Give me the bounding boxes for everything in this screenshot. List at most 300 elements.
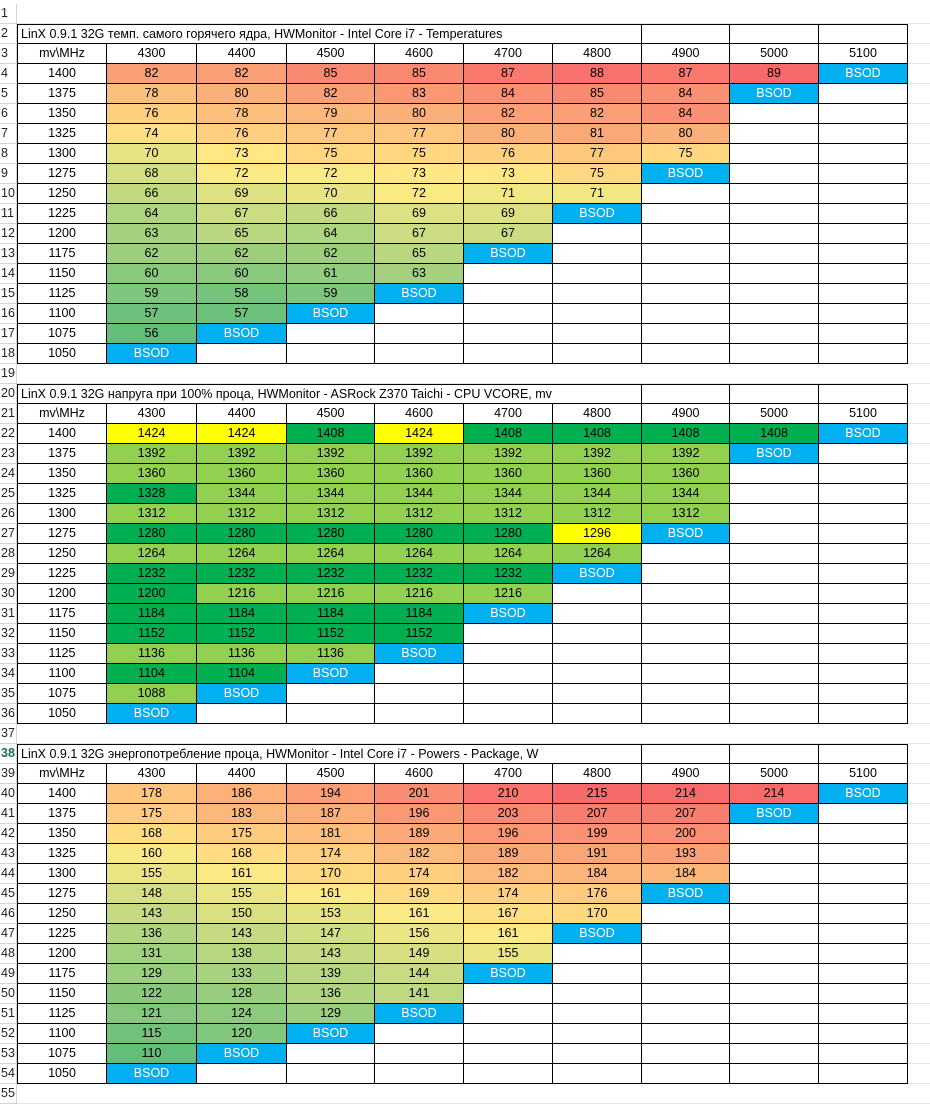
value-cell[interactable]: 1392 (642, 444, 730, 464)
row-header[interactable]: 5 (0, 84, 17, 104)
value-cell[interactable]: 82 (197, 64, 287, 84)
value-cell[interactable]: 207 (553, 804, 642, 824)
value-cell[interactable]: 82 (464, 104, 553, 124)
empty-cell[interactable] (819, 904, 908, 924)
value-cell[interactable]: 1312 (197, 504, 287, 524)
empty-cell[interactable] (464, 1064, 553, 1084)
value-cell[interactable]: 194 (287, 784, 375, 804)
value-cell[interactable]: 143 (197, 924, 287, 944)
value-cell[interactable]: 147 (287, 924, 375, 944)
bsod-cell[interactable]: BSOD (553, 204, 642, 224)
row-header-mv[interactable]: 1200 (17, 944, 107, 964)
empty-cell[interactable] (819, 644, 908, 664)
empty-cell[interactable] (642, 1044, 730, 1064)
row-header-mv[interactable]: 1350 (17, 104, 107, 124)
value-cell[interactable]: 67 (375, 224, 464, 244)
row-header[interactable]: 49 (0, 964, 17, 984)
value-cell[interactable]: 191 (553, 844, 642, 864)
value-cell[interactable]: 69 (197, 184, 287, 204)
corner-label[interactable]: mv\MHz (17, 404, 107, 424)
empty-cell[interactable] (819, 84, 908, 104)
value-cell[interactable]: 1232 (464, 564, 553, 584)
value-cell[interactable]: 69 (375, 204, 464, 224)
empty-cell[interactable] (730, 944, 819, 964)
value-cell[interactable]: 160 (107, 844, 197, 864)
value-cell[interactable]: 1344 (197, 484, 287, 504)
value-cell[interactable]: 87 (464, 64, 553, 84)
column-header-mhz[interactable]: 5000 (730, 764, 819, 784)
corner-label[interactable]: mv\MHz (17, 764, 107, 784)
empty-cell[interactable] (730, 644, 819, 664)
empty-cell[interactable] (375, 1064, 464, 1084)
bsod-cell[interactable]: BSOD (197, 684, 287, 704)
empty-cell[interactable] (730, 144, 819, 164)
value-cell[interactable]: 62 (197, 244, 287, 264)
empty-cell[interactable] (642, 324, 730, 344)
column-header-mhz[interactable]: 4700 (464, 404, 553, 424)
value-cell[interactable]: 133 (197, 964, 287, 984)
bsod-cell[interactable]: BSOD (642, 164, 730, 184)
value-cell[interactable]: 193 (642, 844, 730, 864)
column-header-mhz[interactable]: 4500 (287, 44, 375, 64)
row-header[interactable]: 55 (0, 1084, 17, 1104)
empty-cell[interactable] (464, 264, 553, 284)
empty-cell[interactable] (730, 164, 819, 184)
row-header[interactable]: 13 (0, 244, 17, 264)
value-cell[interactable]: 139 (287, 964, 375, 984)
empty-cell[interactable] (464, 1044, 553, 1064)
empty-cell[interactable] (553, 324, 642, 344)
row-header[interactable]: 27 (0, 524, 17, 544)
empty-cell[interactable] (464, 1004, 553, 1024)
empty-cell[interactable] (730, 564, 819, 584)
value-cell[interactable]: 181 (287, 824, 375, 844)
empty-cell[interactable] (819, 164, 908, 184)
row-header[interactable]: 47 (0, 924, 17, 944)
value-cell[interactable]: 76 (107, 104, 197, 124)
value-cell[interactable]: 168 (197, 844, 287, 864)
row-header-mv[interactable]: 1225 (17, 564, 107, 584)
value-cell[interactable]: 156 (375, 924, 464, 944)
empty-cell[interactable] (642, 1024, 730, 1044)
empty-cell[interactable] (553, 944, 642, 964)
bsod-cell[interactable]: BSOD (642, 524, 730, 544)
empty-cell[interactable] (819, 544, 908, 564)
value-cell[interactable]: 65 (375, 244, 464, 264)
empty-cell[interactable] (642, 924, 730, 944)
row-header[interactable]: 32 (0, 624, 17, 644)
row-header[interactable]: 31 (0, 604, 17, 624)
value-cell[interactable]: 148 (107, 884, 197, 904)
value-cell[interactable]: 167 (464, 904, 553, 924)
value-cell[interactable]: 1424 (107, 424, 197, 444)
value-cell[interactable]: 66 (287, 204, 375, 224)
row-header-mv[interactable]: 1175 (17, 244, 107, 264)
empty-cell[interactable] (730, 504, 819, 524)
value-cell[interactable]: 201 (375, 784, 464, 804)
value-cell[interactable]: 184 (642, 864, 730, 884)
empty-cell[interactable] (553, 584, 642, 604)
value-cell[interactable]: 62 (107, 244, 197, 264)
empty-cell[interactable] (730, 744, 819, 764)
value-cell[interactable]: 77 (553, 144, 642, 164)
value-cell[interactable]: 1312 (642, 504, 730, 524)
value-cell[interactable]: 184 (553, 864, 642, 884)
empty-cell[interactable] (553, 604, 642, 624)
row-header-mv[interactable]: 1350 (17, 824, 107, 844)
row-header-mv[interactable]: 1100 (17, 304, 107, 324)
value-cell[interactable]: 57 (107, 304, 197, 324)
bsod-cell[interactable]: BSOD (730, 444, 819, 464)
table-title[interactable]: LinX 0.9.1 32G напруга при 100% проца, HWMonitor - ASRock Z370 Taichi - CPU VCORE, mv (17, 384, 642, 404)
empty-cell[interactable] (642, 584, 730, 604)
empty-cell[interactable] (375, 684, 464, 704)
row-header-mv[interactable]: 1050 (17, 704, 107, 724)
row-header[interactable]: 38 (0, 744, 17, 764)
column-header-mhz[interactable]: 4700 (464, 44, 553, 64)
empty-cell[interactable] (642, 684, 730, 704)
value-cell[interactable]: 69 (464, 204, 553, 224)
empty-cell[interactable] (730, 484, 819, 504)
value-cell[interactable]: 78 (197, 104, 287, 124)
value-cell[interactable]: 138 (197, 944, 287, 964)
value-cell[interactable]: 80 (197, 84, 287, 104)
value-cell[interactable]: 176 (553, 884, 642, 904)
empty-cell[interactable] (553, 304, 642, 324)
row-header[interactable]: 50 (0, 984, 17, 1004)
empty-cell[interactable] (819, 704, 908, 724)
column-header-mhz[interactable]: 4800 (553, 44, 642, 64)
value-cell[interactable]: 66 (107, 184, 197, 204)
value-cell[interactable]: 143 (287, 944, 375, 964)
empty-cell[interactable] (642, 1064, 730, 1084)
empty-cell[interactable] (553, 644, 642, 664)
empty-cell[interactable] (375, 344, 464, 364)
value-cell[interactable]: 73 (197, 144, 287, 164)
empty-cell[interactable] (642, 544, 730, 564)
value-cell[interactable]: 161 (287, 884, 375, 904)
row-header-mv[interactable]: 1250 (17, 544, 107, 564)
empty-cell[interactable] (464, 284, 553, 304)
empty-cell[interactable] (819, 504, 908, 524)
row-header-mv[interactable]: 1150 (17, 984, 107, 1004)
bsod-cell[interactable]: BSOD (375, 644, 464, 664)
value-cell[interactable]: 1312 (375, 504, 464, 524)
empty-cell[interactable] (819, 984, 908, 1004)
value-cell[interactable]: 1264 (107, 544, 197, 564)
row-header-mv[interactable]: 1100 (17, 1024, 107, 1044)
value-cell[interactable]: 141 (375, 984, 464, 1004)
row-header[interactable]: 14 (0, 264, 17, 284)
value-cell[interactable]: 85 (553, 84, 642, 104)
row-header[interactable]: 19 (0, 364, 17, 384)
value-cell[interactable]: 169 (375, 884, 464, 904)
empty-cell[interactable] (730, 1064, 819, 1084)
column-header-mhz[interactable]: 4700 (464, 764, 553, 784)
value-cell[interactable]: 73 (464, 164, 553, 184)
value-cell[interactable]: 84 (642, 84, 730, 104)
empty-cell[interactable] (553, 244, 642, 264)
value-cell[interactable]: 65 (197, 224, 287, 244)
row-header-mv[interactable]: 1400 (17, 64, 107, 84)
empty-cell[interactable] (375, 704, 464, 724)
row-header[interactable]: 7 (0, 124, 17, 144)
empty-cell[interactable] (819, 304, 908, 324)
value-cell[interactable]: 58 (197, 284, 287, 304)
row-header-mv[interactable]: 1300 (17, 864, 107, 884)
value-cell[interactable]: 174 (464, 884, 553, 904)
empty-cell[interactable] (819, 24, 908, 44)
empty-cell[interactable] (464, 344, 553, 364)
value-cell[interactable]: 155 (464, 944, 553, 964)
value-cell[interactable]: 1408 (464, 424, 553, 444)
empty-cell[interactable] (819, 184, 908, 204)
row-header[interactable]: 10 (0, 184, 17, 204)
empty-cell[interactable] (464, 624, 553, 644)
empty-cell[interactable] (730, 304, 819, 324)
value-cell[interactable]: 214 (730, 784, 819, 804)
empty-cell[interactable] (819, 1044, 908, 1064)
empty-cell[interactable] (730, 1044, 819, 1064)
empty-cell[interactable] (287, 1044, 375, 1064)
value-cell[interactable]: 187 (287, 804, 375, 824)
row-header-mv[interactable]: 1350 (17, 464, 107, 484)
value-cell[interactable]: 144 (375, 964, 464, 984)
empty-cell[interactable] (375, 1024, 464, 1044)
empty-cell[interactable] (730, 524, 819, 544)
value-cell[interactable]: 67 (197, 204, 287, 224)
empty-cell[interactable] (642, 284, 730, 304)
empty-cell[interactable] (819, 1004, 908, 1024)
row-header-mv[interactable]: 1225 (17, 924, 107, 944)
row-header-mv[interactable]: 1050 (17, 344, 107, 364)
value-cell[interactable]: 196 (375, 804, 464, 824)
empty-cell[interactable] (730, 924, 819, 944)
row-header[interactable]: 44 (0, 864, 17, 884)
value-cell[interactable]: 1280 (287, 524, 375, 544)
row-header[interactable]: 30 (0, 584, 17, 604)
row-header[interactable]: 42 (0, 824, 17, 844)
row-header-mv[interactable]: 1275 (17, 524, 107, 544)
row-header-mv[interactable]: 1250 (17, 184, 107, 204)
empty-cell[interactable] (464, 704, 553, 724)
value-cell[interactable]: 120 (197, 1024, 287, 1044)
empty-cell[interactable] (819, 384, 908, 404)
empty-cell[interactable] (819, 804, 908, 824)
empty-cell[interactable] (642, 624, 730, 644)
row-header-mv[interactable]: 1150 (17, 624, 107, 644)
empty-cell[interactable] (642, 564, 730, 584)
value-cell[interactable]: 1184 (197, 604, 287, 624)
empty-cell[interactable] (553, 344, 642, 364)
empty-cell[interactable] (730, 464, 819, 484)
row-header-mv[interactable]: 1150 (17, 264, 107, 284)
column-header-mhz[interactable]: 4900 (642, 44, 730, 64)
value-cell[interactable]: 175 (197, 824, 287, 844)
empty-cell[interactable] (287, 344, 375, 364)
bsod-cell[interactable]: BSOD (819, 784, 908, 804)
row-header[interactable]: 6 (0, 104, 17, 124)
value-cell[interactable]: 207 (642, 804, 730, 824)
value-cell[interactable]: 89 (730, 64, 819, 84)
empty-cell[interactable] (730, 604, 819, 624)
empty-cell[interactable] (287, 1064, 375, 1084)
row-header[interactable]: 16 (0, 304, 17, 324)
column-header-mhz[interactable]: 4500 (287, 404, 375, 424)
row-header-mv[interactable]: 1325 (17, 844, 107, 864)
value-cell[interactable]: 128 (197, 984, 287, 1004)
bsod-cell[interactable]: BSOD (553, 564, 642, 584)
empty-cell[interactable] (642, 904, 730, 924)
value-cell[interactable]: 161 (197, 864, 287, 884)
row-header-mv[interactable]: 1175 (17, 964, 107, 984)
column-header-mhz[interactable]: 4900 (642, 764, 730, 784)
row-header[interactable]: 21 (0, 404, 17, 424)
empty-cell[interactable] (730, 1004, 819, 1024)
empty-cell[interactable] (553, 684, 642, 704)
row-header[interactable]: 46 (0, 904, 17, 924)
empty-cell[interactable] (819, 264, 908, 284)
value-cell[interactable]: 60 (197, 264, 287, 284)
value-cell[interactable]: 1392 (375, 444, 464, 464)
row-header[interactable]: 18 (0, 344, 17, 364)
empty-cell[interactable] (819, 244, 908, 264)
empty-cell[interactable] (375, 324, 464, 344)
value-cell[interactable]: 110 (107, 1044, 197, 1064)
empty-cell[interactable] (464, 664, 553, 684)
empty-cell[interactable] (819, 324, 908, 344)
empty-cell[interactable] (642, 704, 730, 724)
value-cell[interactable]: 1424 (197, 424, 287, 444)
empty-cell[interactable] (553, 224, 642, 244)
value-cell[interactable]: 1360 (375, 464, 464, 484)
empty-cell[interactable] (464, 324, 553, 344)
bsod-cell[interactable]: BSOD (819, 64, 908, 84)
table-title[interactable]: LinX 0.9.1 32G темп. самого горячего ядра, HWMonitor - Intel Core i7 - Temperatures (17, 24, 642, 44)
empty-cell[interactable] (464, 984, 553, 1004)
empty-cell[interactable] (642, 304, 730, 324)
value-cell[interactable]: 1296 (553, 524, 642, 544)
value-cell[interactable]: 76 (464, 144, 553, 164)
column-header-mhz[interactable]: 4900 (642, 404, 730, 424)
value-cell[interactable]: 175 (107, 804, 197, 824)
bsod-cell[interactable]: BSOD (464, 604, 553, 624)
value-cell[interactable]: 183 (197, 804, 287, 824)
empty-cell[interactable] (553, 1024, 642, 1044)
empty-cell[interactable] (819, 1064, 908, 1084)
row-header[interactable]: 15 (0, 284, 17, 304)
value-cell[interactable]: 77 (375, 124, 464, 144)
bsod-cell[interactable]: BSOD (730, 804, 819, 824)
value-cell[interactable]: 1344 (287, 484, 375, 504)
row-header-mv[interactable]: 1175 (17, 604, 107, 624)
row-header[interactable]: 43 (0, 844, 17, 864)
column-header-mhz[interactable]: 5100 (819, 404, 908, 424)
empty-cell[interactable] (819, 844, 908, 864)
empty-cell[interactable] (642, 744, 730, 764)
empty-cell[interactable] (819, 824, 908, 844)
empty-cell[interactable] (819, 744, 908, 764)
row-header-mv[interactable]: 1325 (17, 124, 107, 144)
empty-cell[interactable] (642, 344, 730, 364)
empty-cell[interactable] (730, 104, 819, 124)
bsod-cell[interactable]: BSOD (553, 924, 642, 944)
value-cell[interactable]: 161 (375, 904, 464, 924)
row-header[interactable]: 3 (0, 44, 17, 64)
empty-cell[interactable] (819, 144, 908, 164)
value-cell[interactable]: 70 (107, 144, 197, 164)
value-cell[interactable]: 182 (464, 864, 553, 884)
row-header[interactable]: 52 (0, 1024, 17, 1044)
value-cell[interactable]: 170 (287, 864, 375, 884)
row-header[interactable]: 41 (0, 804, 17, 824)
column-header-mhz[interactable]: 4300 (107, 764, 197, 784)
value-cell[interactable]: 124 (197, 1004, 287, 1024)
value-cell[interactable]: 1312 (107, 504, 197, 524)
value-cell[interactable]: 1392 (197, 444, 287, 464)
value-cell[interactable]: 122 (107, 984, 197, 1004)
bsod-cell[interactable]: BSOD (287, 664, 375, 684)
empty-cell[interactable] (730, 704, 819, 724)
value-cell[interactable]: 115 (107, 1024, 197, 1044)
value-cell[interactable]: 70 (287, 184, 375, 204)
empty-cell[interactable] (642, 224, 730, 244)
value-cell[interactable]: 75 (642, 144, 730, 164)
value-cell[interactable]: 1408 (730, 424, 819, 444)
value-cell[interactable]: 1344 (464, 484, 553, 504)
bsod-cell[interactable]: BSOD (464, 964, 553, 984)
empty-cell[interactable] (819, 204, 908, 224)
empty-cell[interactable] (287, 684, 375, 704)
value-cell[interactable]: 78 (107, 84, 197, 104)
row-header[interactable]: 20 (0, 384, 17, 404)
row-header-mv[interactable]: 1125 (17, 644, 107, 664)
empty-cell[interactable] (553, 264, 642, 284)
empty-cell[interactable] (730, 584, 819, 604)
row-header[interactable]: 26 (0, 504, 17, 524)
value-cell[interactable]: 136 (107, 924, 197, 944)
row-header[interactable]: 23 (0, 444, 17, 464)
empty-cell[interactable] (197, 704, 287, 724)
empty-cell[interactable] (730, 264, 819, 284)
empty-cell[interactable] (642, 264, 730, 284)
value-cell[interactable]: 1184 (375, 604, 464, 624)
empty-cell[interactable] (642, 204, 730, 224)
bsod-cell[interactable]: BSOD (730, 84, 819, 104)
value-cell[interactable]: 88 (553, 64, 642, 84)
empty-cell[interactable] (730, 184, 819, 204)
row-header-mv[interactable]: 1400 (17, 784, 107, 804)
value-cell[interactable]: 72 (375, 184, 464, 204)
empty-cell[interactable] (642, 944, 730, 964)
bsod-cell[interactable]: BSOD (107, 344, 197, 364)
column-header-mhz[interactable]: 4300 (107, 404, 197, 424)
row-header[interactable]: 22 (0, 424, 17, 444)
value-cell[interactable]: 143 (107, 904, 197, 924)
value-cell[interactable]: 71 (464, 184, 553, 204)
row-header-mv[interactable]: 1375 (17, 804, 107, 824)
empty-cell[interactable] (819, 464, 908, 484)
value-cell[interactable]: 82 (553, 104, 642, 124)
column-header-mhz[interactable]: 4500 (287, 764, 375, 784)
value-cell[interactable]: 1360 (197, 464, 287, 484)
bsod-cell[interactable]: BSOD (375, 1004, 464, 1024)
value-cell[interactable]: 1424 (375, 424, 464, 444)
empty-cell[interactable] (464, 644, 553, 664)
empty-cell[interactable] (197, 344, 287, 364)
value-cell[interactable]: 59 (107, 284, 197, 304)
value-cell[interactable]: 1360 (553, 464, 642, 484)
